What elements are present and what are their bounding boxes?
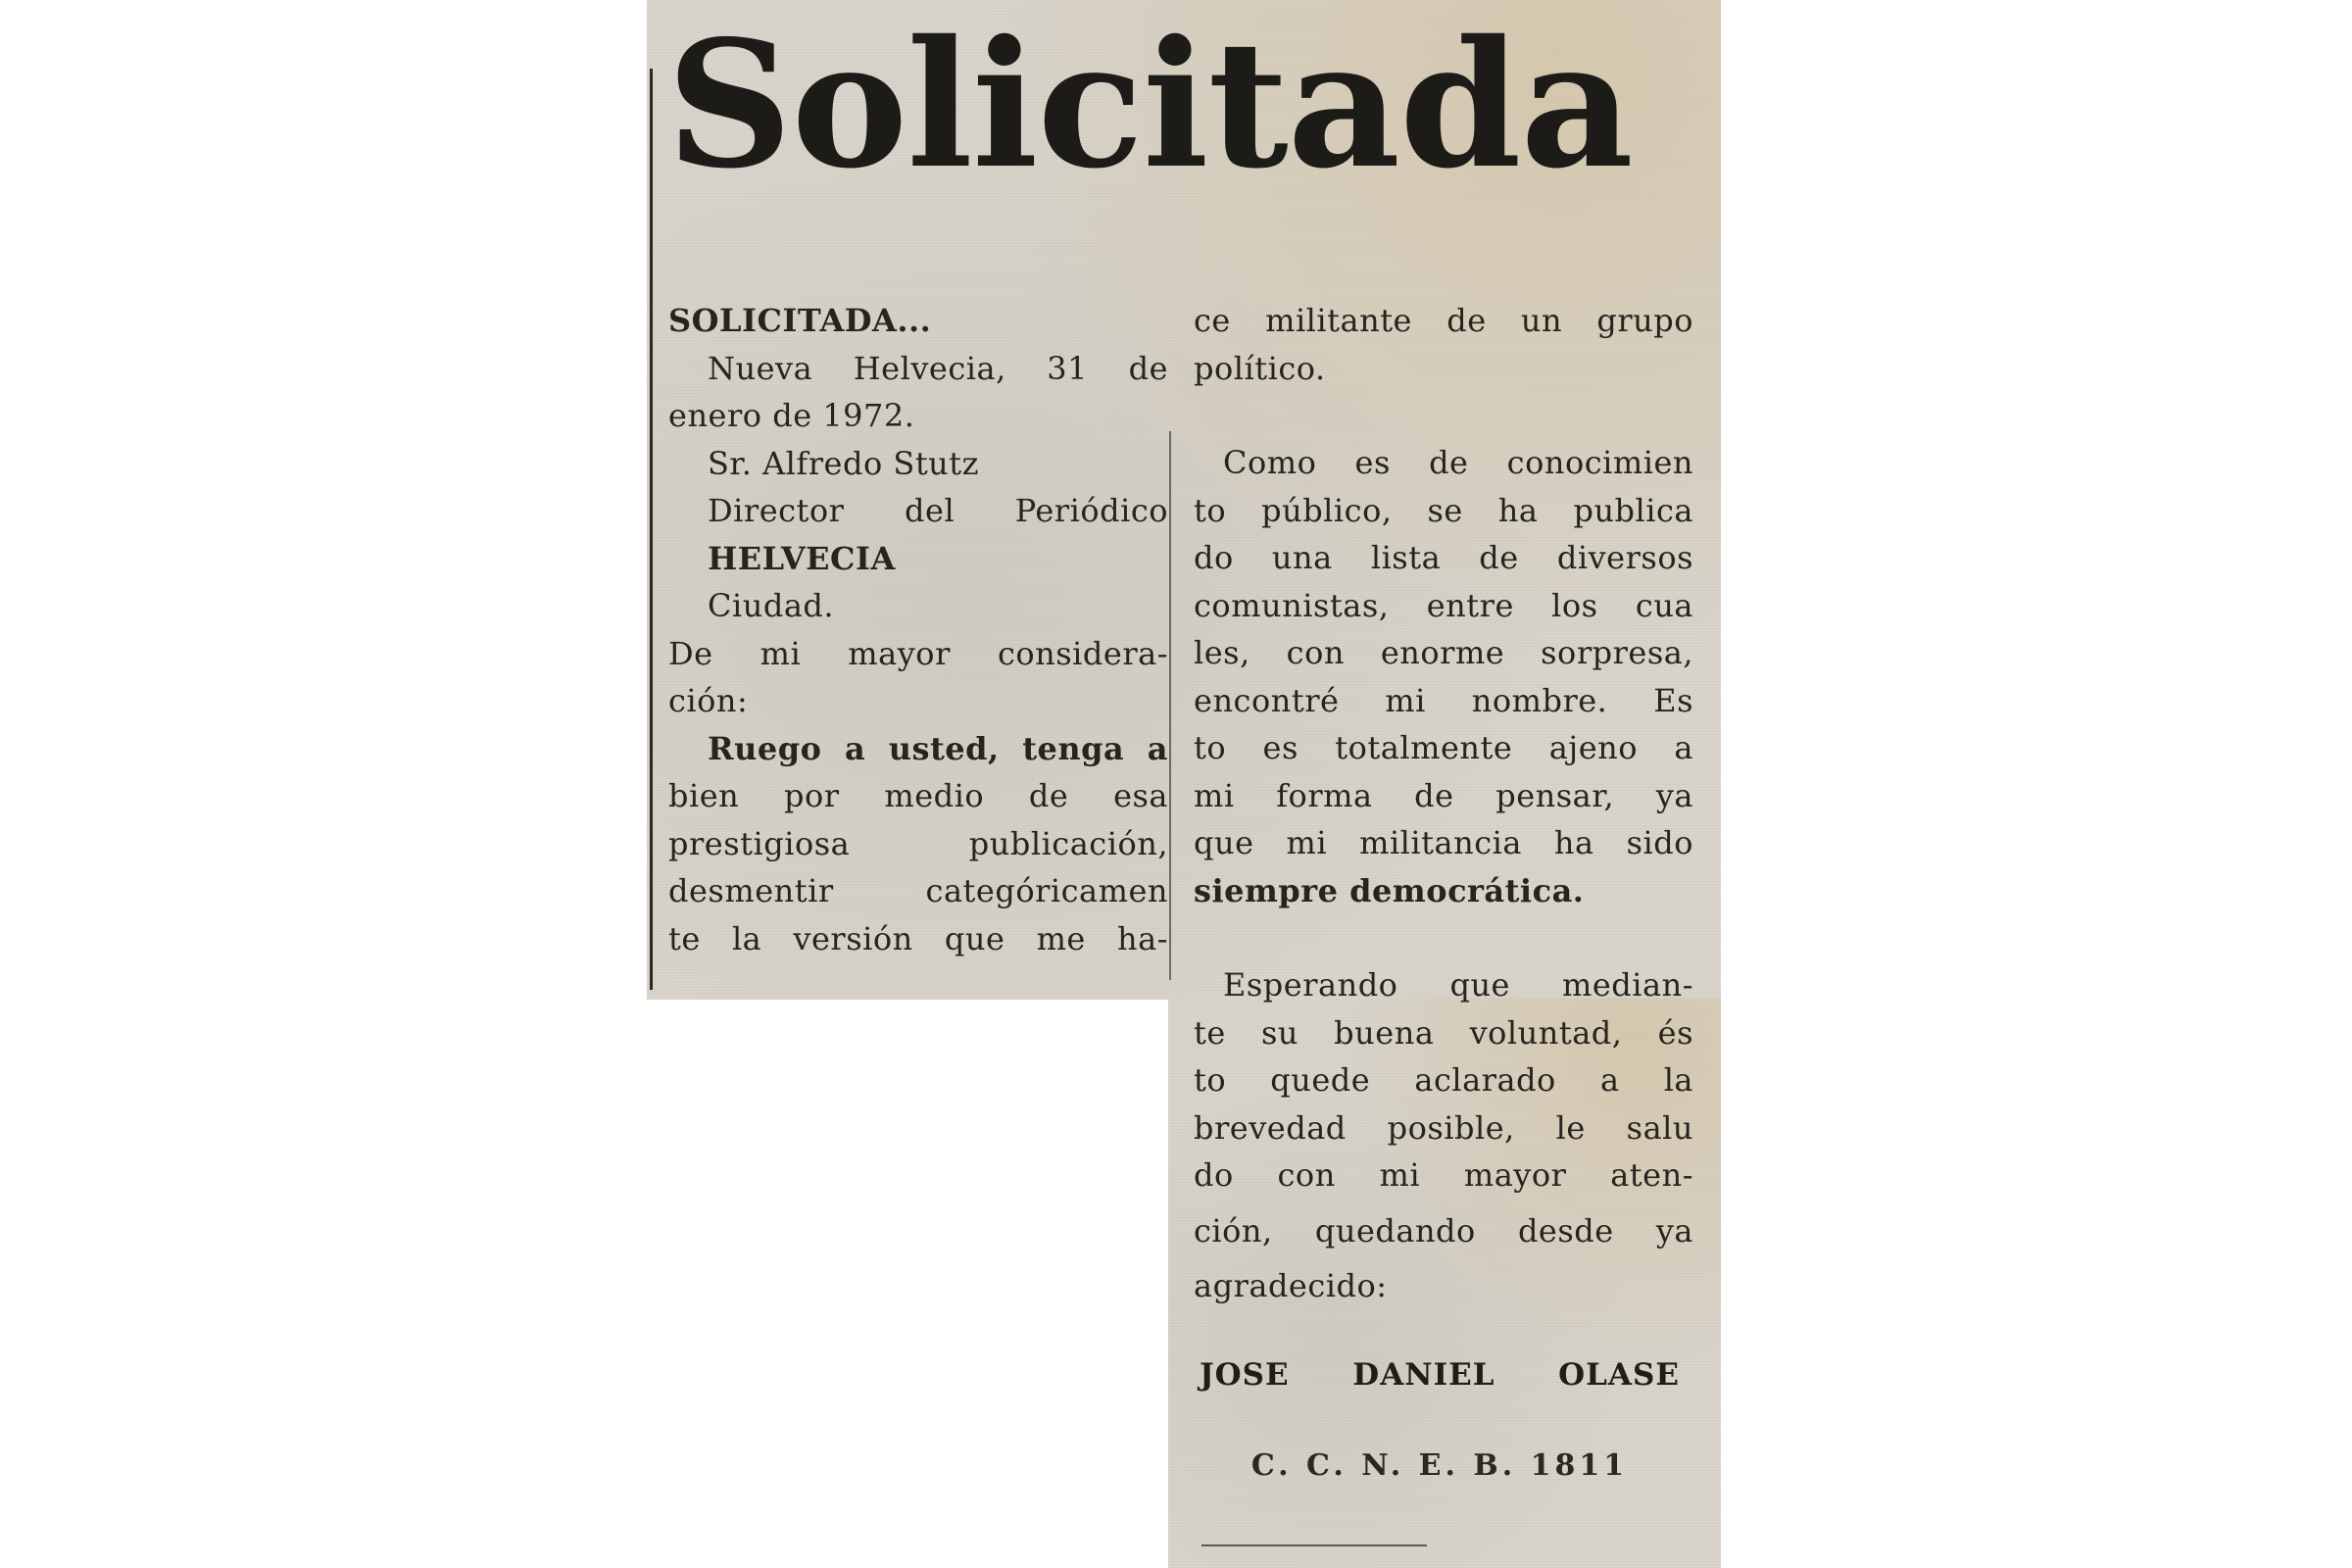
- body-line: do con mi mayor aten-: [1194, 1156, 1693, 1194]
- recipient-name: Sr. Alfredo Stutz: [708, 444, 979, 482]
- body-line: siempre democrática.: [1194, 871, 1585, 909]
- headline: Solicitada: [666, 2, 1633, 207]
- body-line: prestigiosa publicación,: [668, 824, 1168, 862]
- body-line: político.: [1194, 349, 1326, 387]
- body-line: que mi militancia ha sido: [1194, 824, 1693, 861]
- right-column: [1194, 297, 1693, 1310]
- newspaper-name: HELVECIA: [708, 539, 896, 577]
- line-gap: [1194, 1200, 1693, 1207]
- paragraph-gap: [1194, 914, 1693, 961]
- left-column: [668, 297, 1168, 962]
- body-line: bien por medio de esa: [668, 777, 1168, 814]
- body-line: brevedad posible, le salu: [1194, 1108, 1693, 1147]
- body-line: ce militante de un grupo: [1194, 302, 1693, 339]
- paragraph-gap: [1194, 392, 1693, 439]
- salutation-continued: ción:: [668, 682, 749, 719]
- closing-line: agradecido:: [1194, 1267, 1388, 1304]
- body-line: desmentir categóricamen: [668, 872, 1168, 909]
- signature-name: JOSE DANIEL OLASE: [1200, 1357, 1680, 1393]
- body-line: te la versión que me ha-: [668, 919, 1168, 957]
- signature-code: C. C. N. E. B. 1811: [1250, 1448, 1629, 1483]
- recipient-city: Ciudad.: [708, 587, 835, 624]
- salutation: De mi mayor considera-: [668, 634, 1168, 672]
- article-heading: SOLICITADA...: [668, 302, 932, 339]
- body-line: Esperando que median-: [1223, 966, 1693, 1004]
- recipient-title: Director del Periódico: [708, 492, 1168, 529]
- dateline-continued: enero de 1972.: [668, 397, 915, 434]
- body-line: to quede aclarado a la: [1194, 1061, 1693, 1099]
- body-line: comunistas, entre los cua: [1194, 586, 1693, 624]
- body-line: to público, se ha publica: [1194, 491, 1693, 529]
- column-rule-left: [650, 69, 653, 990]
- body-line: do una lista de diversos: [1194, 539, 1693, 576]
- body-line: encontré mi nombre. Es: [1194, 681, 1693, 719]
- body-line: mi forma de pensar, ya: [1194, 776, 1693, 814]
- body-line: Como es de conocimien: [1223, 444, 1693, 481]
- dateline: Nueva Helvecia, 31 de: [708, 349, 1168, 387]
- column-rule-middle: [1169, 431, 1171, 980]
- body-line: les, con enorme sorpresa,: [1194, 634, 1693, 671]
- bottom-rule: [1201, 1544, 1427, 1546]
- body-line: to es totalmente ajeno a: [1194, 729, 1693, 766]
- body-line: ción, quedando desde ya: [1194, 1211, 1693, 1250]
- line-gap: [1194, 1254, 1693, 1262]
- body-line: Ruego a usted, tenga a: [708, 729, 1168, 767]
- body-line: te su buena voluntad, és: [1194, 1013, 1693, 1052]
